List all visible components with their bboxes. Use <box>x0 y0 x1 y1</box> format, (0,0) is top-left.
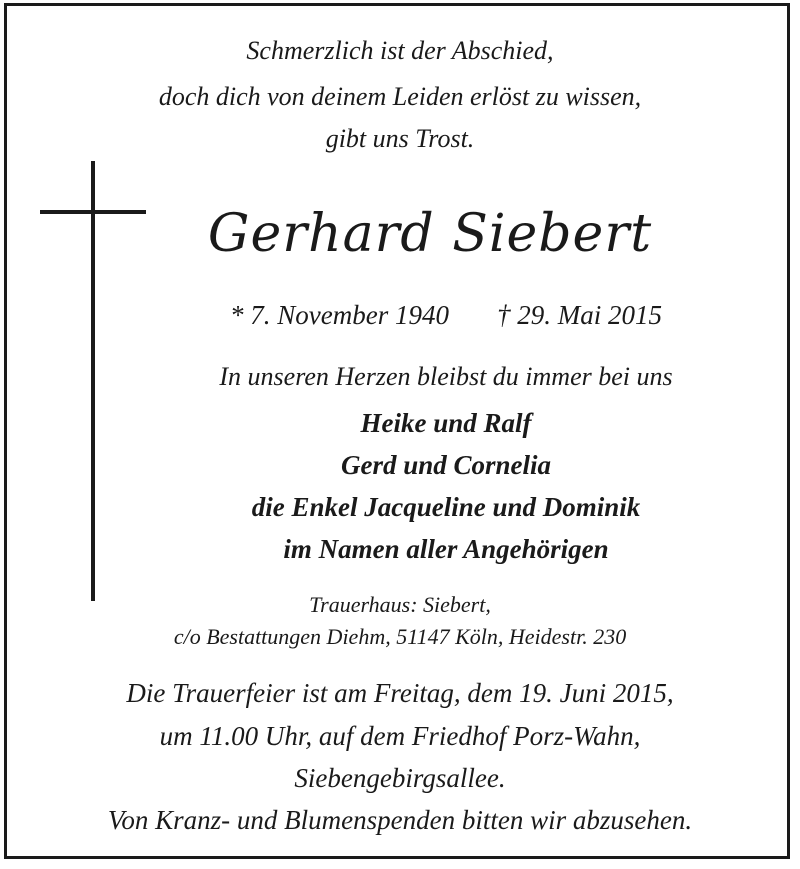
memorial-message: In unseren Herzen bleibst du immer bei uns <box>219 362 673 391</box>
quote-line-1: Schmerzlich ist der Abschied, <box>246 36 554 65</box>
mourner-line-1: Heike und Ralf <box>360 408 532 438</box>
death-date: † 29. Mai 2015 <box>496 300 662 330</box>
funeral-line-4: Von Kranz- und Blumenspenden bitten wir abzusehen. <box>107 805 693 835</box>
quote-line-3: gibt uns Trost. <box>325 124 475 153</box>
address-line-2: c/o Bestattungen Diehm, 51147 Köln, Heidestr. 230 <box>173 624 627 649</box>
mourner-line-2: Gerd und Cornelia <box>340 450 552 480</box>
funeral-line-1: Die Trauerfeier ist am Freitag, dem 19. Juni 2015, <box>126 678 674 708</box>
mourner-line-4: im Namen aller Angehörigen <box>283 534 609 564</box>
funeral-line-3: Siebengebirgsallee. <box>294 763 506 793</box>
birth-date: * 7. November 1940 <box>230 300 449 330</box>
life-dates <box>46 300 800 331</box>
deceased-name: Gerhard Siebert <box>207 204 653 264</box>
quote-line-2: doch dich von deinem Leiden erlöst zu wissen, <box>158 82 642 111</box>
address-line-1: Trauerhaus: Siebert, <box>309 592 491 617</box>
funeral-line-2: um 11.00 Uhr, auf dem Friedhof Porz-Wahn, <box>159 721 641 751</box>
mourner-line-3: die Enkel Jacqueline und Dominik <box>251 492 641 522</box>
